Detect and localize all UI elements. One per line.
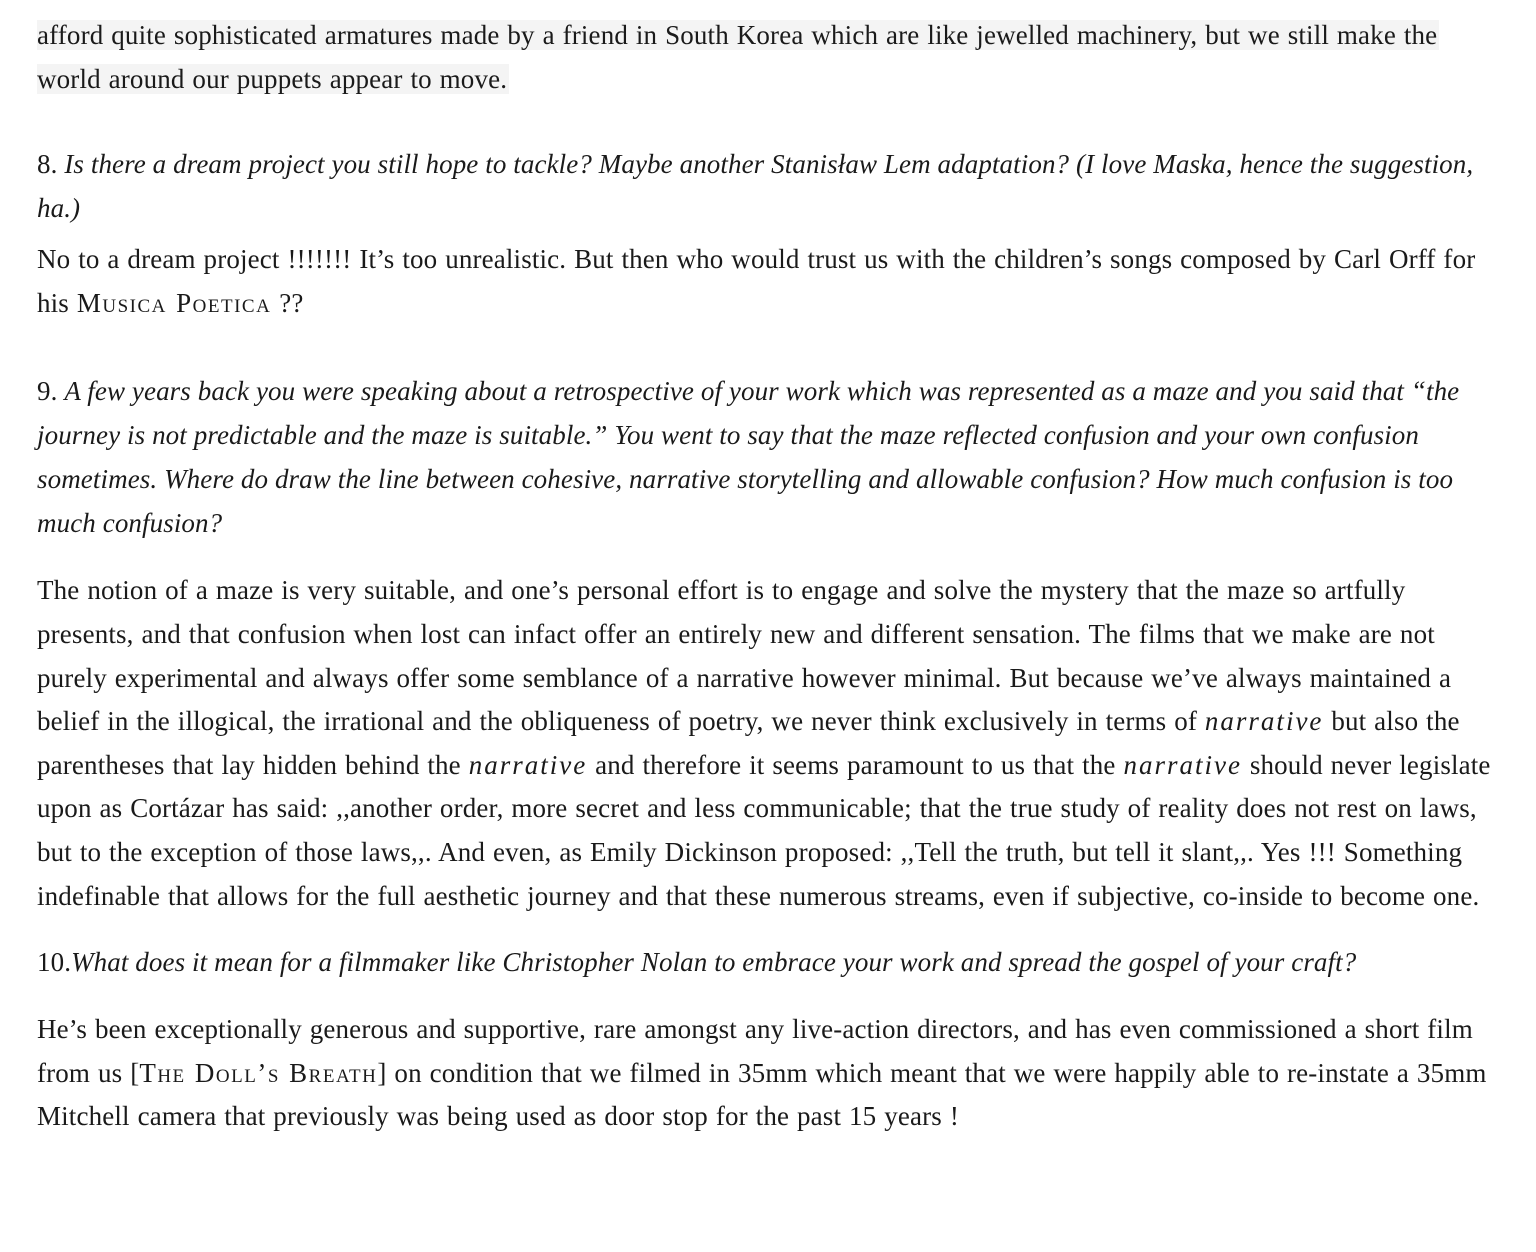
highlighted-text: afford quite sophisticated armatures made by a friend in South Korea which are like jewelled machinery, but we still make the world around our puppets appear to move.: [37, 20, 1438, 94]
emphasized-term: narrative: [1204, 706, 1324, 737]
question-number: 8.: [37, 149, 65, 180]
question-text: A few years back you were speaking about a retrospective of your work which was represented as a maze and you said that “the journey is not predictable and the maze is suitable.” You went to say that the maze reflected confusion and your own confusion sometimes. Where do draw the line between cohesive, narrative storytelling and allowable confusion? How much confusion is too much confusion?: [37, 376, 1460, 539]
question-10: [37, 940, 1497, 984]
answer-text: and therefore it seems paramount to us that the: [587, 749, 1124, 780]
answer-text: ??: [271, 287, 304, 318]
answer-9: [37, 569, 1497, 918]
answer-text: No to a dream project !!!!!!! It’s too unrealistic. But then who would trust us with the children’s songs composed by Carl Orff for his: [37, 244, 1476, 318]
question-text: Is there a dream project you still hope to tackle? Maybe another Stanisław Lem adaptation? (I love Maska, hence the suggestion, ha.): [37, 149, 1474, 224]
question-text: What does it mean for a filmmaker like Christopher Nolan to embrace your work and spread the gospel of your craft?: [71, 947, 1357, 978]
question-8: [37, 142, 1497, 230]
answer-text: but also the parentheses that lay hidden behind the: [37, 706, 1460, 780]
question-9: [37, 369, 1497, 545]
answer-7-continuation: [37, 14, 1497, 101]
emphasized-term: narrative: [1123, 749, 1242, 780]
answer-text: The notion of a maze is very suitable, and one’s personal effort is to engage and solve the mystery that the maze so artfully presents, and that confusion when lost can infact offer an entirely new and different sensation. The films that we make are not purely experimental and always offer some semblance of a narrative however minimal. But because we’ve always maintained a belief in the illogical, the irrational and the obliqueness of poetry, we never think exclusively in terms of: [37, 575, 1452, 737]
answer-text: He’s been exceptionally generous and supportive, rare amongst any live-action directors, and has even commissioned a short film from us [: [37, 1014, 1473, 1088]
film-title: The Doll’s Breath: [139, 1057, 378, 1088]
answer-text: should never legislate upon as Cortázar has said: ,,another order, more secret and less communicable; that the true study of reality does not rest on laws, but to the exception of those laws,,. And even, as Emily Dickinson proposed: ,,Tell the truth, but tell it slant,,. Yes !!! Something indefinable that allows for the full aesthetic journey and that these numerous streams, even if subjective, co-inside to become one.: [37, 749, 1491, 911]
answer-8: [37, 238, 1497, 325]
answer-text: ] on condition that we filmed in 35mm which meant that we were happily able to re-instate a 35mm Mitchell camera that previously was being used as door stop for the past 15 years !: [37, 1057, 1487, 1132]
question-number: 9.: [37, 376, 65, 407]
work-title: Musica Poetica: [76, 287, 272, 318]
emphasized-term: narrative: [468, 749, 588, 780]
question-number: 10.: [37, 947, 72, 978]
article-body: [37, 14, 1497, 1139]
answer-10: [37, 1008, 1497, 1139]
